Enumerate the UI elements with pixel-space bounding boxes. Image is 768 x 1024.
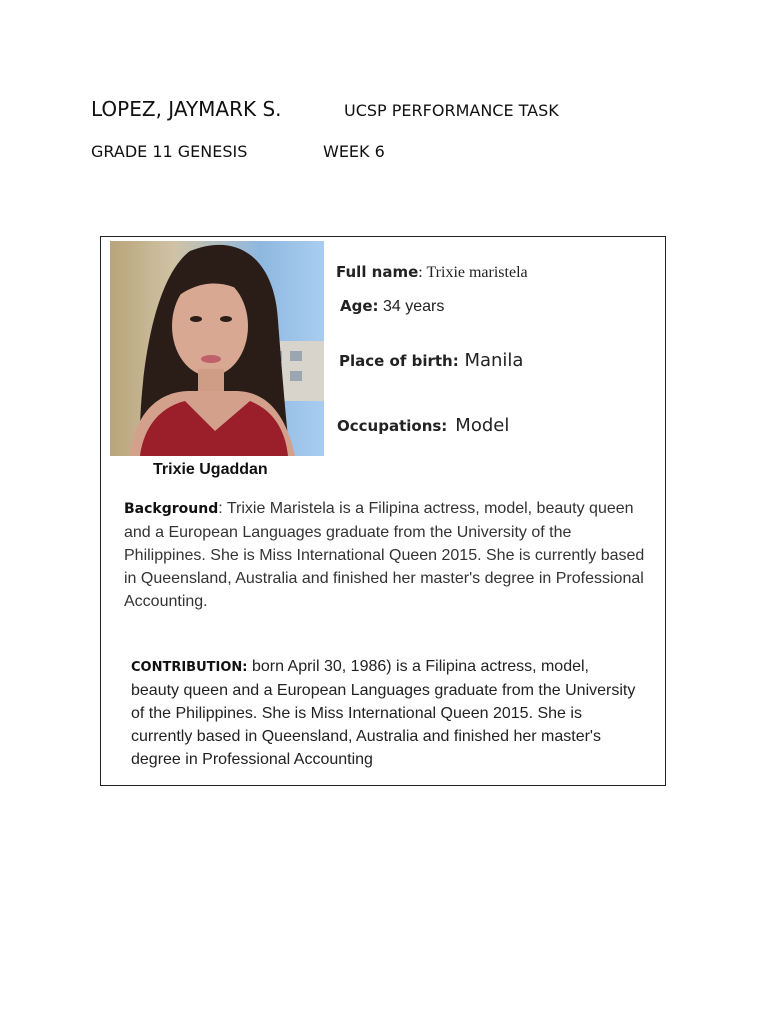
occupations-label: Occupations: [337, 417, 448, 435]
contribution-text: born April 30, 1986) is a Filipina actress, model, beauty queen and a European Languages graduate from the University of the Philippines. She is Miss International Queen 2015. She is currently based in Queensland, Australia and finished her master's degree in Professional Accounting [131, 658, 636, 768]
contribution-label: CONTRIBUTION: [131, 660, 248, 675]
grade-section: GRADE 11 GENESIS [91, 142, 248, 161]
background-label: Background [124, 501, 219, 517]
place-of-birth-label: Place of birth: [339, 352, 459, 370]
profile-card [100, 236, 666, 786]
background-text: : Trixie Maristela is a Filipina actress, model, beauty queen and a European Languages graduate from the University of the Philippines. She is Miss International Queen 2015. She is currently based in Queensland, Australia and finished her master's degree in Professional Accounting. [124, 500, 645, 610]
occupations-row [337, 415, 509, 436]
age-label: Age: [340, 297, 379, 315]
task-title: UCSP PERFORMANCE TASK [344, 101, 559, 120]
age-value: 34 years [378, 298, 445, 315]
background-paragraph [124, 497, 649, 613]
student-name: LOPEZ, JAYMARK S. [91, 97, 282, 121]
occupations-value: Model [455, 415, 510, 436]
contribution-paragraph [131, 655, 641, 771]
full-name-label: Full name [336, 263, 419, 281]
age-row [340, 297, 444, 316]
photo-caption: Trixie Ugaddan [153, 461, 268, 478]
portrait-illustration [110, 241, 324, 456]
place-of-birth-row [339, 350, 523, 371]
week-label: WEEK 6 [323, 142, 385, 161]
place-of-birth-value: Manila [458, 350, 524, 371]
full-name-row [336, 263, 528, 282]
profile-photo [110, 241, 324, 456]
full-name-value: : Trixie maristela [418, 264, 528, 281]
